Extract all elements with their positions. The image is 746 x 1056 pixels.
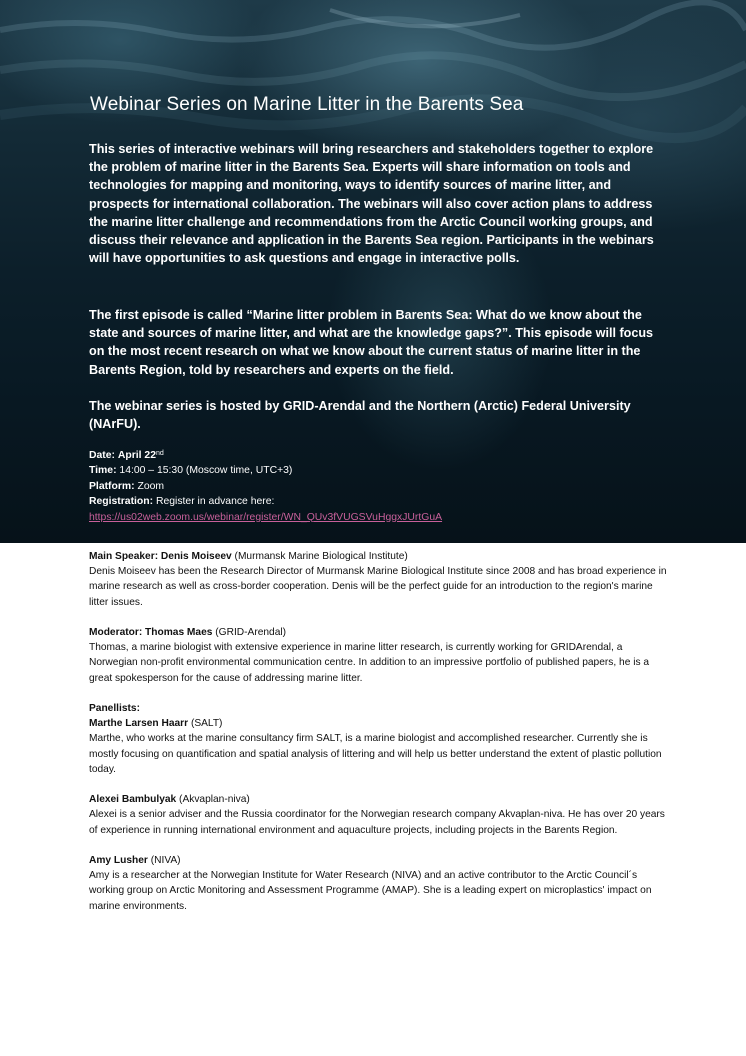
main-speaker-heading: Main Speaker: Denis Moiseev (Murmansk Marine Biological Institute) (89, 551, 408, 562)
date-label: Date: (89, 450, 115, 461)
registration-link-row (89, 510, 442, 525)
time-value: 14:00 – 15:30 (Moscow time, UTC+3) (119, 465, 293, 477)
moderator-role: Moderator (89, 627, 139, 638)
platform-label: Platform: (89, 480, 135, 492)
moderator-name: Thomas Maes (145, 627, 213, 638)
episode-paragraph: The first episode is called “Marine litter problem in Barents Sea: What do we know about the state and sources of marine litter, and what are the knowledge gaps?”. This episode will focus on the most recent research on what we know about the current status of marine litter in the Barents Region, told by researchers and experts on the field. (89, 308, 654, 377)
moderator-heading: Moderator: Thomas Maes (GRID-Arendal) (89, 627, 287, 638)
page-title: Webinar Series on Marine Litter in the Barents Sea (90, 94, 524, 115)
registration-row (89, 494, 442, 509)
moderator-bio: Thomas, a marine biologist with extensive experience in marine litter research, is currently working for GRIDArendal, a Norwegian non-profit environmental communication centre. In addition to an impressive portfolio of published papers, he is a great spokesperson for the cause of addressing marine litter. (89, 642, 650, 684)
people-section (89, 549, 669, 929)
panellist-affiliation: (NIVA) (150, 855, 181, 866)
main-speaker-block (89, 549, 669, 610)
panellist-affiliation: (Akvaplan-niva) (179, 794, 250, 806)
panellist-heading (89, 853, 669, 868)
moderator-affiliation: (GRID-Arendal) (215, 627, 287, 638)
host-paragraph: The webinar series is hosted by GRID-Arendal and the Northern (Arctic) Federal University (NArFU). (89, 399, 631, 432)
panellist-block (89, 701, 669, 777)
date-value: April 22 (117, 450, 156, 461)
intro-paragraph: This series of interactive webinars will bring researchers and stakeholders together to explore the problem of marine litter in the Barents Sea. Experts will share information on tools and technologies for mapping and monitoring, ways to identify sources of marine litter, and prospects for international collaboration. The webinars will also cover action plans to address the marine litter challenge and recommendations from the Arctic Council working groups, and discuss their relevance and application in the Barents Sea region. Participants in the webinars will have opportunities to ask questions and engage in interactive polls. (89, 142, 654, 266)
panellist-bio: Marthe, who works at the marine consultancy firm SALT, is a marine biologist and accomplished researcher. Currently she is mostly focusing on quantification and spatial analysis of littering and will help us better understand the extent of plastic pollution today. (89, 733, 662, 775)
panellist-name: Marthe Larsen Haarr (89, 718, 189, 730)
platform-row (89, 479, 442, 494)
main-speaker-name: Denis Moiseev (160, 551, 232, 562)
registration-value: Register in advance here: (155, 496, 275, 508)
panellists-heading: Panellists: (89, 703, 140, 714)
main-speaker-bio: Denis Moiseev has been the Research Director of Murmansk Marine Biological Institute since 2008 and has broad experience in marine research as well as cross-border cooperation. Denis will be the perfect guide for an introduction to the region's marine litter issues. (89, 566, 667, 608)
panellist-bio: Amy is a researcher at the Norwegian Institute for Water Research (NIVA) and an active contributor to the Arctic Council´s working group on Arctic Monitoring and Assessment Programme (AMAP). She is a leading expert on microplastics' impact on marine environments. (89, 870, 652, 912)
panellist-name: Amy Lusher (89, 855, 148, 866)
date-row (89, 448, 442, 463)
registration-label: Registration: (89, 496, 154, 508)
main-speaker-role: Main Speaker (89, 551, 155, 562)
panellist-heading (89, 716, 669, 731)
panellist-affiliation: (SALT) (190, 718, 223, 730)
date-suffix: nd (156, 450, 164, 457)
panellist-block (89, 853, 669, 914)
platform-value: Zoom (137, 480, 165, 492)
time-label: Time: (89, 465, 117, 477)
event-details (89, 448, 442, 525)
panellist-bio: Alexei is a senior adviser and the Russia coordinator for the Norwegian research company Akvaplan-niva. He has over 20 years of experience in running international environment and aquaculture projects, including projects in the Barents Region. (89, 809, 665, 836)
main-speaker-affiliation: (Murmansk Marine Biological Institute) (234, 551, 408, 562)
panellist-name: Alexei Bambulyak (89, 794, 177, 806)
time-row (89, 463, 442, 478)
registration-link[interactable]: https://us02web.zoom.us/webinar/register/WN_QUv3fVUGSVuHggxJUrtGuA (89, 511, 443, 523)
panellist-heading (89, 792, 669, 807)
panellist-block (89, 792, 669, 838)
moderator-block (89, 625, 669, 686)
